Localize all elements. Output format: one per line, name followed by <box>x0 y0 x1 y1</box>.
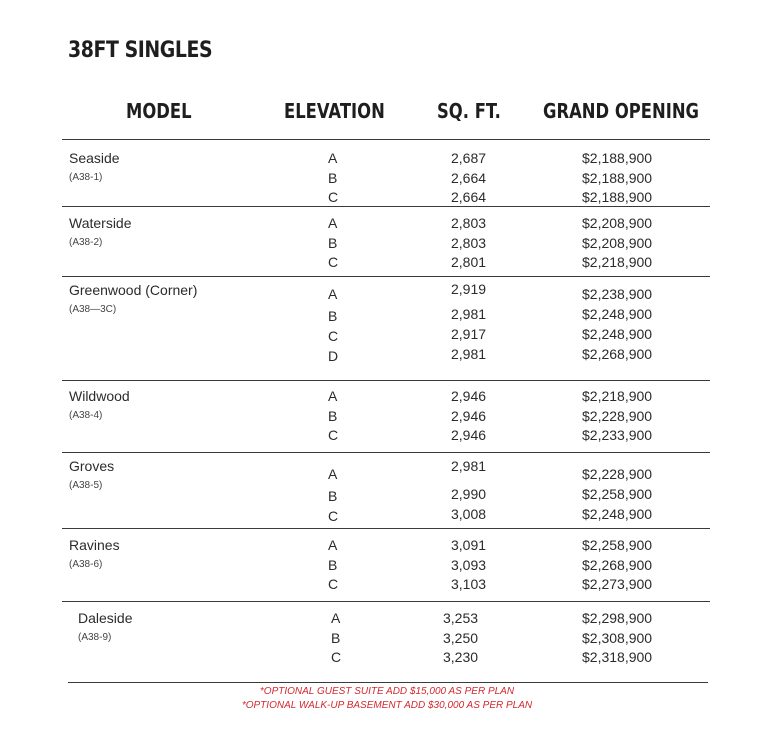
elevation-cell: B <box>328 169 338 186</box>
elevation-cell: A <box>331 610 341 626</box>
price-cell: $2,308,900 <box>582 629 653 646</box>
model-name: Seaside <box>69 150 120 166</box>
price-cell: $2,248,900 <box>582 306 653 322</box>
price-cell: $2,208,900 <box>582 215 653 231</box>
sqft-cell: 2,803 <box>451 234 487 251</box>
elevation-cell: B <box>328 308 338 324</box>
model-code: (A38-9) <box>78 632 112 643</box>
price-cell: $2,298,900 <box>582 610 653 626</box>
elevation-cell: C <box>328 328 339 344</box>
price-cell: $2,248,900 <box>582 326 653 342</box>
sqft-cell: 2,990 <box>451 486 487 502</box>
model-name: Ravines <box>69 537 120 553</box>
header-divider <box>62 139 710 140</box>
page-title: 38FT SINGLES <box>68 38 213 63</box>
sqft-cell: 2,801 <box>451 254 487 270</box>
sqft-cell: 3,253 <box>443 610 479 626</box>
elevation-cell: B <box>328 234 338 251</box>
elevation-cell: C <box>328 189 339 205</box>
elevation-cell: B <box>328 407 338 424</box>
elevation-cell: A <box>328 215 338 231</box>
price-cell: $2,228,900 <box>582 466 653 482</box>
sqft-cell: 2,803 <box>451 215 487 231</box>
header-model: MODEL <box>126 99 192 123</box>
sqft-cell: 2,981 <box>451 346 487 362</box>
sqft-cell: 3,093 <box>451 556 487 573</box>
footer-divider <box>68 682 708 683</box>
price-cell: $2,268,900 <box>582 346 653 362</box>
model-code: (A38-4) <box>69 410 103 421</box>
elevation-cell: A <box>328 150 338 166</box>
elevation-cell: A <box>328 537 338 553</box>
sqft-cell: 2,946 <box>451 427 487 443</box>
sqft-cell: 2,981 <box>451 306 487 322</box>
group-divider <box>62 452 710 453</box>
model-name: Greenwood (Corner) <box>69 282 198 298</box>
group-divider <box>62 528 710 529</box>
price-cell: $2,188,900 <box>582 150 653 166</box>
elevation-cell: A <box>328 286 338 302</box>
elevation-cell: C <box>328 427 339 443</box>
sqft-cell: 3,008 <box>451 506 487 522</box>
elevation-cell: B <box>331 629 341 646</box>
header-elevation: ELEVATION <box>284 99 385 123</box>
header-sqft: SQ. FT. <box>437 99 501 123</box>
price-cell: $2,218,900 <box>582 254 653 270</box>
price-cell: $2,238,900 <box>582 286 653 302</box>
sqft-cell: 3,250 <box>443 629 479 646</box>
elevation-cell: C <box>331 649 342 665</box>
price-cell: $2,248,900 <box>582 506 653 522</box>
model-name: Groves <box>69 458 115 474</box>
price-cell: $2,268,900 <box>582 556 653 573</box>
elevation-cell: C <box>328 508 339 524</box>
price-cell: $2,273,900 <box>582 576 653 592</box>
group-divider <box>62 380 710 381</box>
sqft-cell: 2,946 <box>451 388 487 404</box>
price-cell: $2,258,900 <box>582 486 653 502</box>
elevation-cell: C <box>328 576 339 592</box>
sqft-cell: 2,981 <box>451 458 487 474</box>
sqft-cell: 3,091 <box>451 537 487 553</box>
model-code: (A38-1) <box>69 172 103 183</box>
header-grand-opening: GRAND OPENING <box>543 99 700 123</box>
sqft-cell: 2,917 <box>451 326 487 342</box>
sqft-cell: 3,103 <box>451 576 487 592</box>
sqft-cell: 2,946 <box>451 407 487 424</box>
elevation-cell: C <box>328 254 339 270</box>
model-code: (A38-5) <box>69 480 103 491</box>
price-cell: $2,188,900 <box>582 189 653 205</box>
group-divider <box>62 276 710 277</box>
elevation-cell: A <box>328 388 338 404</box>
elevation-cell: A <box>328 466 338 482</box>
price-cell: $2,228,900 <box>582 407 653 424</box>
sqft-cell: 2,664 <box>451 169 487 186</box>
price-cell: $2,318,900 <box>582 649 653 665</box>
model-code: (A38—3C) <box>69 304 117 315</box>
group-divider <box>62 206 710 207</box>
price-cell: $2,258,900 <box>582 537 653 553</box>
model-name: Daleside <box>78 610 133 626</box>
model-code: (A38-6) <box>69 559 103 570</box>
model-name: Waterside <box>69 215 132 231</box>
footnote-guest-suite: *OPTIONAL GUEST SUITE ADD $15,000 AS PER PLAN <box>259 686 515 697</box>
price-cell: $2,218,900 <box>582 388 653 404</box>
elevation-cell: B <box>328 488 338 504</box>
elevation-cell: D <box>328 348 339 364</box>
price-cell: $2,208,900 <box>582 234 653 251</box>
price-cell: $2,188,900 <box>582 169 653 186</box>
footnote-walkup-basement: *OPTIONAL WALK-UP BASEMENT ADD $30,000 AS PER PLAN <box>241 700 533 711</box>
sqft-cell: 2,664 <box>451 189 487 205</box>
model-code: (A38-2) <box>69 237 103 248</box>
elevation-cell: B <box>328 556 338 573</box>
sqft-cell: 2,687 <box>451 150 487 166</box>
sqft-cell: 3,230 <box>443 649 479 665</box>
model-name: Wildwood <box>69 388 130 404</box>
sqft-cell: 2,919 <box>451 281 487 297</box>
group-divider <box>62 601 710 602</box>
price-cell: $2,233,900 <box>582 427 653 443</box>
